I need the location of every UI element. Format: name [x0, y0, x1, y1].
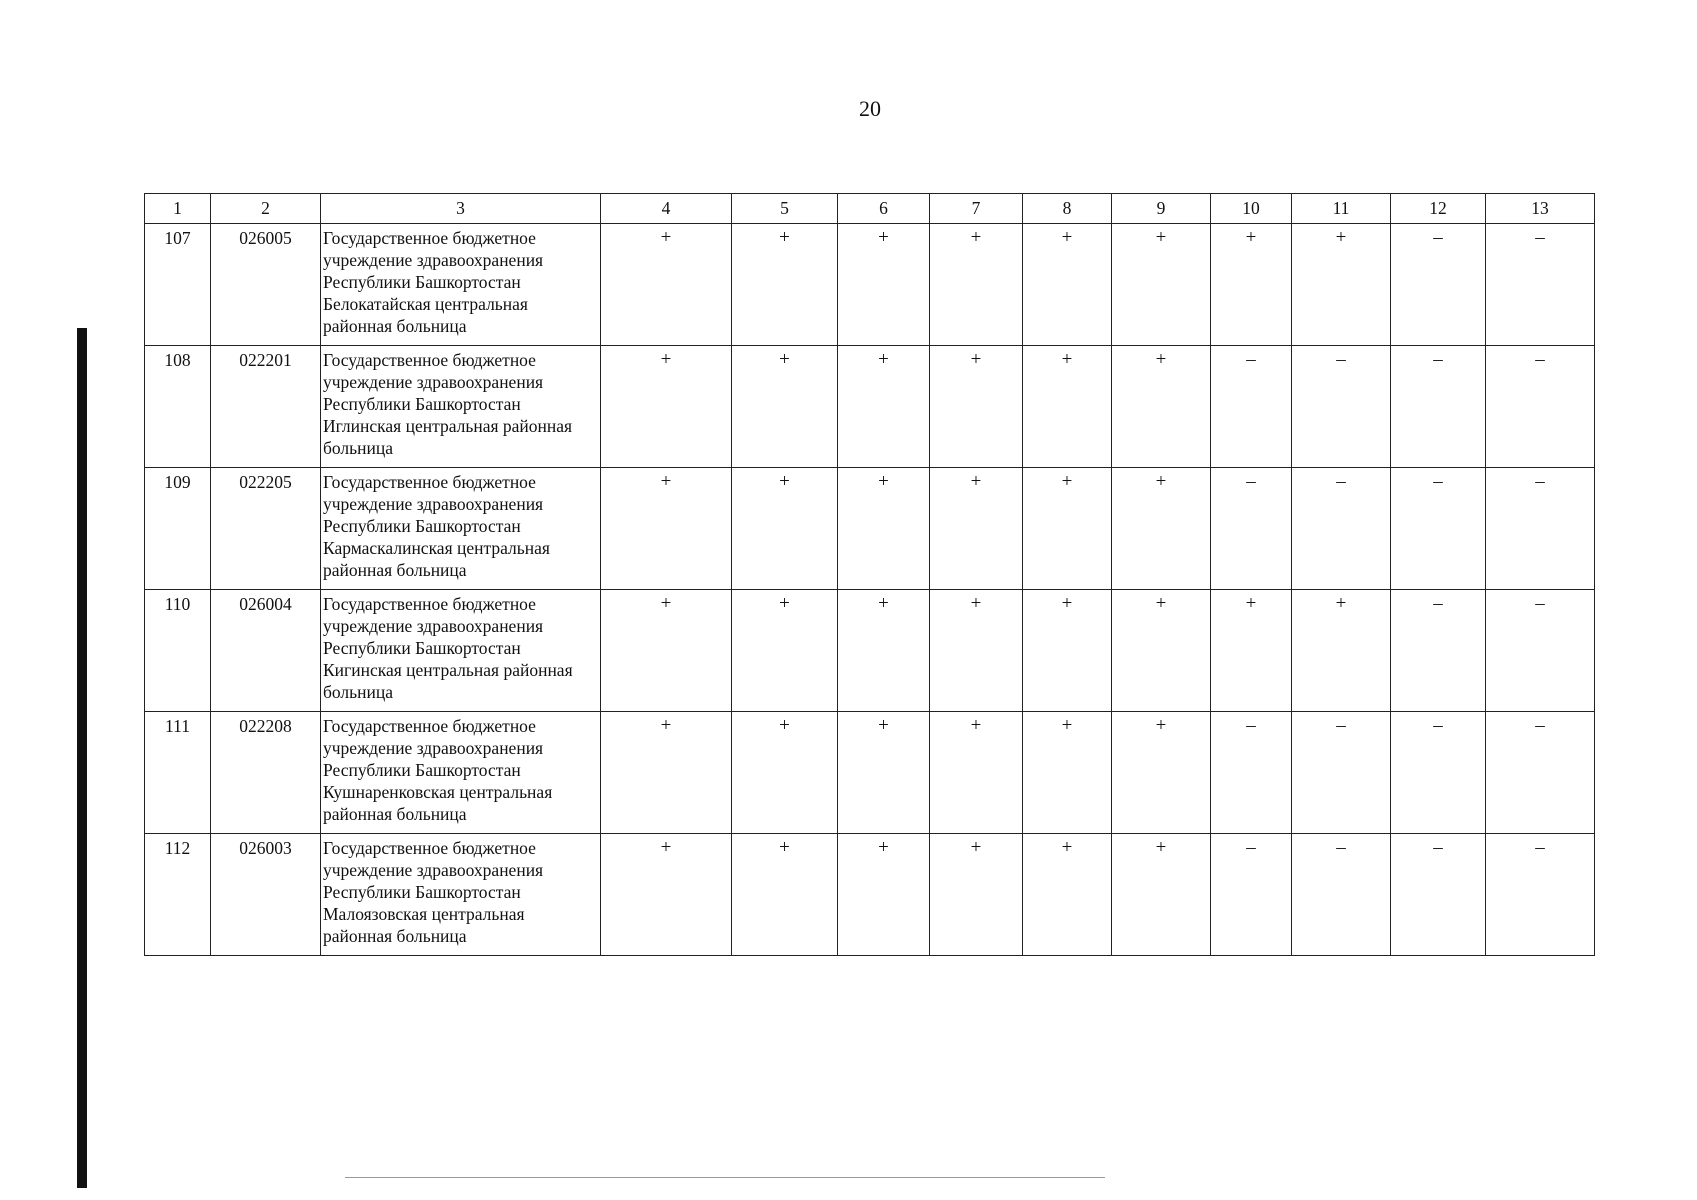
mark-col-12: –	[1391, 224, 1486, 346]
column-header-9: 9	[1112, 194, 1211, 224]
column-header-7: 7	[930, 194, 1023, 224]
mark-col-6: +	[838, 468, 930, 590]
mark-col-6: +	[838, 712, 930, 834]
mark-col-7: +	[930, 834, 1023, 956]
table-row	[145, 468, 1595, 590]
row-number: 112	[145, 834, 211, 956]
column-header-6: 6	[838, 194, 930, 224]
institution-name: Государственное бюджетное учреждение здравоохранения Республики Башкортостан Белокатайская центральная районная больница	[321, 224, 601, 346]
mark-col-10: +	[1211, 590, 1292, 712]
mark-col-5: +	[732, 224, 838, 346]
column-header-1: 1	[145, 194, 211, 224]
table-row	[145, 834, 1595, 956]
mark-col-5: +	[732, 590, 838, 712]
mark-col-13: –	[1486, 712, 1595, 834]
column-header-11: 11	[1292, 194, 1391, 224]
table-row	[145, 224, 1595, 346]
mark-col-11: –	[1292, 468, 1391, 590]
table-row	[145, 590, 1595, 712]
mark-col-6: +	[838, 346, 930, 468]
mark-col-11: +	[1292, 224, 1391, 346]
mark-col-5: +	[732, 346, 838, 468]
institution-code: 026004	[211, 590, 321, 712]
mark-col-11: –	[1292, 834, 1391, 956]
mark-col-8: +	[1023, 712, 1112, 834]
registry-table	[144, 193, 1595, 956]
scan-edge-bar	[77, 328, 87, 1188]
column-header-13: 13	[1486, 194, 1595, 224]
column-header-2: 2	[211, 194, 321, 224]
mark-col-9: +	[1112, 224, 1211, 346]
mark-col-4: +	[601, 224, 732, 346]
row-number: 111	[145, 712, 211, 834]
mark-col-11: –	[1292, 712, 1391, 834]
mark-col-4: +	[601, 590, 732, 712]
mark-col-7: +	[930, 346, 1023, 468]
mark-col-8: +	[1023, 346, 1112, 468]
mark-col-9: +	[1112, 590, 1211, 712]
mark-col-7: +	[930, 590, 1023, 712]
mark-col-12: –	[1391, 834, 1486, 956]
column-header-12: 12	[1391, 194, 1486, 224]
mark-col-7: +	[930, 712, 1023, 834]
institution-code: 026005	[211, 224, 321, 346]
mark-col-12: –	[1391, 468, 1486, 590]
header-row	[145, 194, 1595, 224]
column-header-3: 3	[321, 194, 601, 224]
mark-col-9: +	[1112, 712, 1211, 834]
mark-col-10: –	[1211, 712, 1292, 834]
table-row	[145, 346, 1595, 468]
institution-name: Государственное бюджетное учреждение здравоохранения Республики Башкортостан Кигинская центральная районная больница	[321, 590, 601, 712]
institution-name: Государственное бюджетное учреждение здравоохранения Республики Башкортостан Кушнаренковская центральная районная больница	[321, 712, 601, 834]
mark-col-8: +	[1023, 834, 1112, 956]
row-number: 107	[145, 224, 211, 346]
institution-name: Государственное бюджетное учреждение здравоохранения Республики Башкортостан Кармаскалинская центральная районная больница	[321, 468, 601, 590]
mark-col-6: +	[838, 834, 930, 956]
institution-code: 026003	[211, 834, 321, 956]
mark-col-8: +	[1023, 590, 1112, 712]
institution-code: 022201	[211, 346, 321, 468]
mark-col-7: +	[930, 468, 1023, 590]
mark-col-9: +	[1112, 468, 1211, 590]
mark-col-11: –	[1292, 346, 1391, 468]
mark-col-12: –	[1391, 346, 1486, 468]
column-header-8: 8	[1023, 194, 1112, 224]
table-header	[145, 194, 1595, 224]
table-body	[145, 224, 1595, 956]
institution-code: 022205	[211, 468, 321, 590]
mark-col-12: –	[1391, 712, 1486, 834]
mark-col-5: +	[732, 712, 838, 834]
mark-col-6: +	[838, 224, 930, 346]
mark-col-4: +	[601, 834, 732, 956]
mark-col-10: –	[1211, 468, 1292, 590]
mark-col-8: +	[1023, 468, 1112, 590]
mark-col-5: +	[732, 468, 838, 590]
mark-col-10: +	[1211, 224, 1292, 346]
institution-code: 022208	[211, 712, 321, 834]
column-header-5: 5	[732, 194, 838, 224]
column-header-4: 4	[601, 194, 732, 224]
mark-col-10: –	[1211, 346, 1292, 468]
mark-col-9: +	[1112, 346, 1211, 468]
mark-col-4: +	[601, 346, 732, 468]
page-number: 20	[859, 96, 881, 121]
mark-col-13: –	[1486, 590, 1595, 712]
mark-col-5: +	[732, 834, 838, 956]
mark-col-13: –	[1486, 834, 1595, 956]
mark-col-12: –	[1391, 590, 1486, 712]
scan-artifact-line	[345, 1177, 1105, 1178]
mark-col-8: +	[1023, 224, 1112, 346]
mark-col-4: +	[601, 468, 732, 590]
mark-col-4: +	[601, 712, 732, 834]
mark-col-9: +	[1112, 834, 1211, 956]
institution-name: Государственное бюджетное учреждение здравоохранения Республики Башкортостан Малоязовская центральная районная больница	[321, 834, 601, 956]
mark-col-13: –	[1486, 224, 1595, 346]
row-number: 110	[145, 590, 211, 712]
column-header-10: 10	[1211, 194, 1292, 224]
mark-col-13: –	[1486, 468, 1595, 590]
table-row	[145, 712, 1595, 834]
row-number: 109	[145, 468, 211, 590]
institution-name: Государственное бюджетное учреждение здравоохранения Республики Башкортостан Иглинская центральная районная больница	[321, 346, 601, 468]
mark-col-13: –	[1486, 346, 1595, 468]
mark-col-10: –	[1211, 834, 1292, 956]
row-number: 108	[145, 346, 211, 468]
mark-col-11: +	[1292, 590, 1391, 712]
mark-col-6: +	[838, 590, 930, 712]
mark-col-7: +	[930, 224, 1023, 346]
